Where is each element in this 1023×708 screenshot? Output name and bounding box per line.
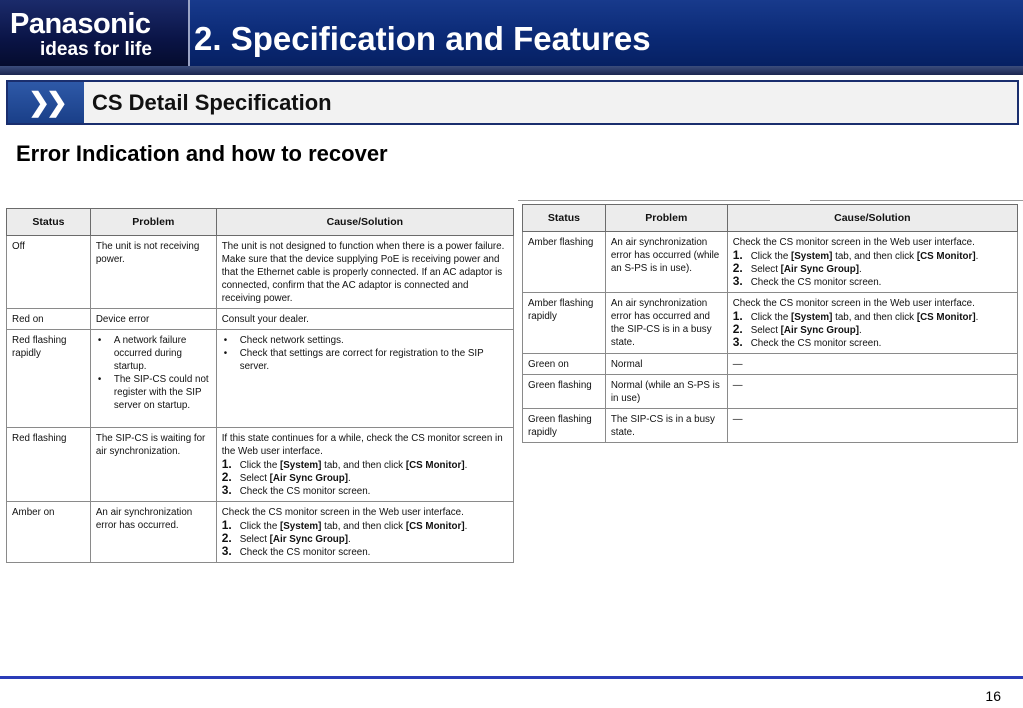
step-emphasis: [CS Monitor] bbox=[405, 521, 465, 532]
table-row bbox=[7, 309, 514, 330]
problem-cell: The SIP-CS is waiting for air synchronization. bbox=[90, 428, 216, 502]
step-number: 2. bbox=[221, 531, 232, 545]
cause-cell: — bbox=[727, 409, 1017, 443]
step-number: 2. bbox=[732, 322, 743, 336]
cause-bullet-list bbox=[222, 334, 508, 373]
table-row bbox=[7, 502, 514, 563]
step-item bbox=[222, 520, 508, 533]
subheading: Error Indication and how to recover bbox=[16, 141, 388, 166]
list-item: • Check network settings. bbox=[222, 334, 508, 347]
step-emphasis: [System] bbox=[791, 251, 833, 262]
step-text: tab, and then click bbox=[832, 312, 917, 323]
step-item bbox=[222, 459, 508, 472]
step-number: 2. bbox=[221, 470, 232, 484]
list-item: • The SIP-CS could not register with the SIP server on startup. bbox=[96, 373, 211, 412]
title-bar bbox=[190, 0, 1023, 66]
column-header-problem: Problem bbox=[90, 209, 216, 236]
double-chevron-right-icon: ❯❯ bbox=[8, 82, 84, 123]
problem-cell bbox=[90, 330, 216, 428]
brand-tagline: ideas for life bbox=[40, 39, 152, 60]
step-text: Click the bbox=[750, 312, 791, 323]
step-text: Select bbox=[239, 534, 270, 545]
status-cell: Green flashing rapidly bbox=[523, 409, 606, 443]
step-text: . bbox=[348, 534, 351, 545]
column-header-problem: Problem bbox=[605, 205, 727, 232]
step-text: . bbox=[464, 460, 468, 471]
status-cell: Amber flashing bbox=[523, 232, 606, 293]
step-number: 3. bbox=[732, 335, 743, 349]
step-text: Select bbox=[750, 264, 781, 275]
status-cell: Red flashing bbox=[7, 428, 91, 502]
footer-rule bbox=[0, 676, 1023, 679]
problem-cell: Device error bbox=[90, 309, 216, 330]
problem-cell: An air synchronization error has occurred and the SIP-CS is in a busy state. bbox=[605, 293, 727, 354]
cause-cell bbox=[216, 502, 513, 563]
step-emphasis: [CS Monitor] bbox=[916, 312, 976, 323]
step-text: Check the CS monitor screen. bbox=[750, 277, 882, 288]
step-emphasis: [System] bbox=[791, 312, 833, 323]
problem-cell: The unit is not receiving power. bbox=[90, 236, 216, 309]
step-text: Click the bbox=[239, 460, 280, 471]
table-row bbox=[523, 232, 1018, 293]
problem-cell: Normal (while an S-PS is in use) bbox=[605, 375, 727, 409]
divider-line bbox=[518, 200, 770, 201]
status-cell: Amber on bbox=[7, 502, 91, 563]
step-text: . bbox=[464, 521, 468, 532]
step-emphasis: [Air Sync Group] bbox=[780, 264, 860, 275]
divider-line bbox=[810, 200, 1023, 201]
step-item bbox=[222, 533, 508, 546]
step-number: 3. bbox=[221, 483, 232, 497]
step-item bbox=[733, 311, 1012, 324]
table-row bbox=[7, 236, 514, 309]
steps-list bbox=[733, 250, 1012, 289]
cause-cell: — bbox=[727, 354, 1017, 375]
step-text: . bbox=[975, 251, 979, 262]
steps-list bbox=[733, 311, 1012, 350]
step-item bbox=[733, 276, 1012, 289]
step-emphasis: [System] bbox=[280, 521, 322, 532]
step-emphasis: [Air Sync Group] bbox=[269, 534, 349, 545]
section-title: CS Detail Specification bbox=[92, 90, 332, 115]
step-item bbox=[733, 337, 1012, 350]
page-title: 2. Specification and Features bbox=[194, 20, 651, 57]
brand-name: Panasonic bbox=[10, 8, 151, 40]
step-emphasis: [CS Monitor] bbox=[405, 460, 465, 471]
step-text: Select bbox=[239, 473, 270, 484]
list-item: • A network failure occurred during startup. bbox=[96, 334, 211, 373]
step-item bbox=[733, 250, 1012, 263]
status-cell: Red flashing rapidly bbox=[7, 330, 91, 428]
step-emphasis: [CS Monitor] bbox=[916, 251, 976, 262]
step-number: 3. bbox=[732, 274, 743, 288]
step-text: . bbox=[859, 325, 862, 336]
status-cell: Amber flashing rapidly bbox=[523, 293, 606, 354]
column-header-status: Status bbox=[7, 209, 91, 236]
step-item bbox=[222, 472, 508, 485]
list-item: • Check that settings are correct for registration to the SIP server. bbox=[222, 347, 508, 373]
cause-cell: Consult your dealer. bbox=[216, 309, 513, 330]
step-text: Check the CS monitor screen. bbox=[239, 547, 371, 558]
header-divider bbox=[0, 66, 1023, 75]
table-header-row bbox=[7, 209, 514, 236]
step-item bbox=[733, 263, 1012, 276]
error-indication-table-left bbox=[6, 208, 514, 563]
step-text: tab, and then click bbox=[832, 251, 917, 262]
column-header-cause: Cause/Solution bbox=[216, 209, 513, 236]
problem-cell: Normal bbox=[605, 354, 727, 375]
step-emphasis: [System] bbox=[280, 460, 322, 471]
problem-cell: An air synchronization error has occurred (while an S-PS is in use). bbox=[605, 232, 727, 293]
step-number: 1. bbox=[732, 309, 743, 323]
cause-intro: If this state continues for a while, check the CS monitor screen in the Web user interface. bbox=[221, 433, 503, 457]
column-header-cause: Cause/Solution bbox=[727, 205, 1017, 232]
step-text: tab, and then click bbox=[321, 521, 406, 532]
error-indication-table-right bbox=[522, 204, 1018, 443]
page-number: 16 bbox=[985, 688, 1001, 704]
table-row bbox=[523, 375, 1018, 409]
step-text: Click the bbox=[239, 521, 280, 532]
cause-cell: — bbox=[727, 375, 1017, 409]
cause-cell bbox=[727, 293, 1017, 354]
step-number: 2. bbox=[732, 261, 743, 275]
step-text: tab, and then click bbox=[321, 460, 406, 471]
step-emphasis: [Air Sync Group] bbox=[780, 325, 860, 336]
cause-cell bbox=[216, 330, 513, 428]
cause-intro: Check the CS monitor screen in the Web user interface. bbox=[221, 507, 464, 518]
table-row bbox=[7, 428, 514, 502]
cause-cell bbox=[216, 428, 513, 502]
steps-list bbox=[222, 520, 508, 559]
step-text: . bbox=[975, 312, 979, 323]
section-banner bbox=[6, 80, 1019, 125]
cause-cell bbox=[727, 232, 1017, 293]
status-cell: Green flashing bbox=[523, 375, 606, 409]
cause-intro: Check the CS monitor screen in the Web user interface. bbox=[732, 298, 975, 309]
step-text: . bbox=[859, 264, 862, 275]
step-text: Check the CS monitor screen. bbox=[750, 338, 882, 349]
step-item bbox=[733, 324, 1012, 337]
cause-cell: The unit is not designed to function when there is a power failure. Make sure that the device supplying PoE is receiving power and that the Ethernet cable is properly connected. If an AC adaptor is connected, confirm that the AC adaptor is connected and receiving power. bbox=[216, 236, 513, 309]
step-text: Select bbox=[750, 325, 781, 336]
step-text: . bbox=[348, 473, 351, 484]
step-number: 1. bbox=[221, 457, 232, 471]
table-row bbox=[7, 330, 514, 428]
status-cell: Red on bbox=[7, 309, 91, 330]
status-cell: Green on bbox=[523, 354, 606, 375]
table-row bbox=[523, 354, 1018, 375]
table-header-row bbox=[523, 205, 1018, 232]
step-emphasis: [Air Sync Group] bbox=[269, 473, 349, 484]
status-cell: Off bbox=[7, 236, 91, 309]
step-number: 1. bbox=[221, 518, 232, 532]
step-text: Check the CS monitor screen. bbox=[239, 486, 371, 497]
panasonic-logo bbox=[0, 0, 190, 66]
step-item bbox=[222, 546, 508, 559]
table-row bbox=[523, 409, 1018, 443]
column-header-status: Status bbox=[523, 205, 606, 232]
steps-list bbox=[222, 459, 508, 498]
step-number: 3. bbox=[221, 544, 232, 558]
table-row bbox=[523, 293, 1018, 354]
step-text: Click the bbox=[750, 251, 791, 262]
step-number: 1. bbox=[732, 248, 743, 262]
problem-bullet-list bbox=[96, 334, 211, 412]
problem-cell: An air synchronization error has occurred. bbox=[90, 502, 216, 563]
problem-cell: The SIP-CS is in a busy state. bbox=[605, 409, 727, 443]
step-item bbox=[222, 485, 508, 498]
cause-intro: Check the CS monitor screen in the Web user interface. bbox=[732, 237, 975, 248]
